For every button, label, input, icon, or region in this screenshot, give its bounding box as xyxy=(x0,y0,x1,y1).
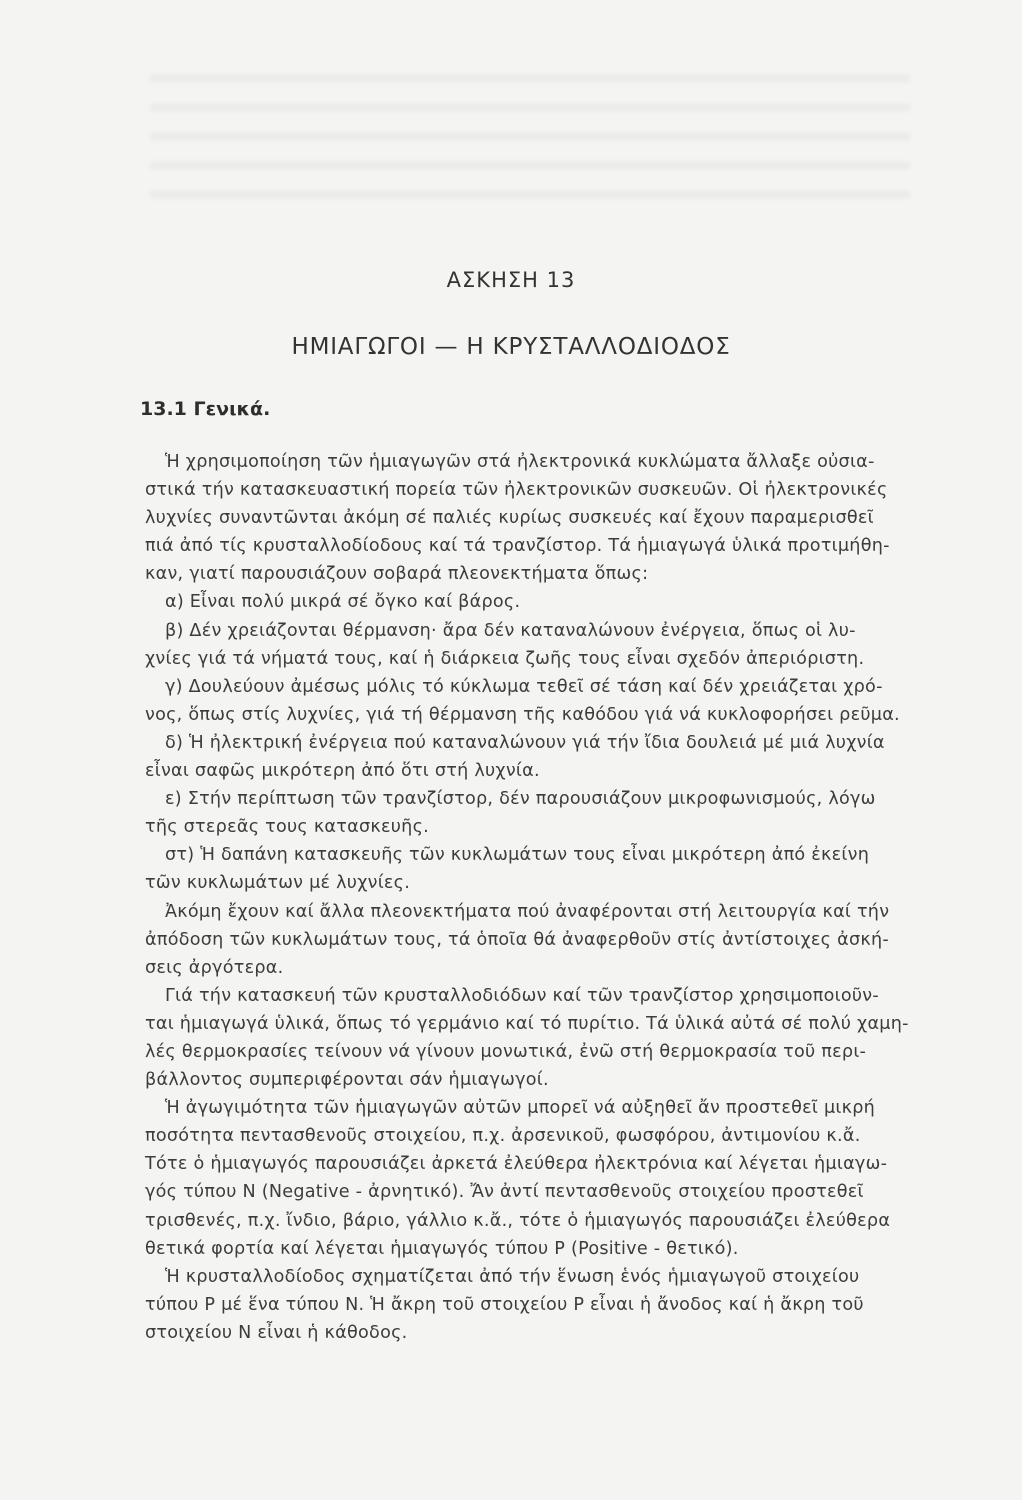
text-line: καν, γιατί παρουσιάζουν σοβαρά πλεονεκτήματα ὅπως: xyxy=(145,564,649,585)
text-line: ἀπόδοση τῶν κυκλωμάτων τους, τά ὁποῖα θά ἀναφερθοῦν στίς ἀντίστοιχες ἀσκή- xyxy=(145,929,889,950)
exercise-number: ΑΣΚΗΣΗ 13 xyxy=(446,268,576,292)
text-line: δ) Ἡ ἠλεκτρική ἐνέργεια πού καταναλώνουν γιά τήν ἴδια δουλειά μέ μιά λυχνία xyxy=(165,732,885,753)
text-line: Ἡ κρυσταλλοδίοδος σχηματίζεται ἀπό τήν ἕνωση ἑνός ἡμιαγωγοῦ στοιχείου xyxy=(165,1266,860,1287)
text-line: ται ἡμιαγωγά ὑλικά, ὅπως τό γερμάνιο καί τό πυρίτιο. Τά ὑλικά αὐτά σέ πολύ χαμη- xyxy=(145,1013,909,1034)
text-line: σεις ἀργότερα. xyxy=(145,957,284,978)
text-line: λυχνίες συναντῶνται ἀκόμη σέ παλιές κυρίως συσκευές καί ἔχουν παραμερισθεῖ xyxy=(145,508,874,529)
text-line: πιά ἀπό τίς κρυσταλλοδίοδους καί τά τρανζίστορ. Τά ἡμιαγωγά ὑλικά προτιμήθη- xyxy=(145,536,890,557)
text-line: χνίες γιά τά νήματά τους, καί ἡ διάρκεια ζωῆς τους εἶναι σχεδόν ἀπεριόριστη. xyxy=(145,648,865,669)
body-text xyxy=(145,448,990,1347)
text-line: τῶν κυκλωμάτων μέ λυχνίες. xyxy=(145,873,411,894)
text-line: στικά τήν κατασκευαστική πορεία τῶν ἠλεκτρονικῶν συσκευῶν. Οἱ ἠλεκτρονικές xyxy=(145,480,888,501)
text-line: στοιχείου N εἶναι ἡ κάθοδος. xyxy=(145,1322,408,1343)
text-line: Ἡ χρησιμοποίηση τῶν ἡμιαγωγῶν στά ἠλεκτρονικά κυκλώματα ἄλλαξε οὐσια- xyxy=(165,452,875,472)
section-heading: 13.1 Γενικά. xyxy=(140,398,271,420)
text-line: ποσότητα πεντασθενοῦς στοιχείου, π.χ. ἀρσενικοῦ, φωσφόρου, ἀντιμονίου κ.ἄ. xyxy=(145,1126,861,1147)
bleed-through-area xyxy=(150,60,910,210)
text-line: Ἀκόμη ἔχουν καί ἄλλα πλεονεκτήματα πού ἀναφέρονται στή λειτουργία καί τήν xyxy=(165,901,890,922)
text-line: εἶναι σαφῶς μικρότερη ἀπό ὅτι στή λυχνία. xyxy=(145,761,540,782)
text-line: τρισθενές, π.χ. ἴνδιο, βάριο, γάλλιο κ.ἄ., τότε ὁ ἡμιαγωγός παρουσιάζει ἐλεύθερα xyxy=(145,1210,891,1231)
text-line: στ) Ἡ δαπάνη κατασκευῆς τῶν κυκλωμάτων τους εἶναι μικρότερη ἀπό ἐκείνη xyxy=(165,845,870,866)
text-line: Τότε ὁ ἡμιαγωγός παρουσιάζει ἀρκετά ἐλεύθερα ἠλεκτρόνια καί λέγεται ἡμιαγω- xyxy=(145,1154,888,1175)
text-line: τῆς στερεᾶς τους κατασκευῆς. xyxy=(145,817,429,838)
text-line: α) Εἶναι πολύ μικρά σέ ὄγκο καί βάρος. xyxy=(165,592,521,613)
text-line: Γιά τήν κατασκευή τῶν κρυσταλλοδιόδων καί τῶν τρανζίστορ χρησιμοποιοῦν- xyxy=(165,985,879,1006)
text-line: νος, ὅπως στίς λυχνίες, γιά τή θέρμανση τῆς καθόδου γιά νά κυκλοφορήσει ρεῦμα. xyxy=(145,704,900,725)
text-line: γ) Δουλεύουν ἀμέσως μόλις τό κύκλωμα τεθεῖ σέ τάση καί δέν χρειάζεται χρό- xyxy=(165,676,883,697)
text-line: λές θερμοκρασίες τείνουν νά γίνουν μονωτικά, ἐνῶ στή θερμοκρασία τοῦ περι- xyxy=(145,1041,867,1062)
chapter-title: ΗΜΙΑΓΩΓΟΙ — Η ΚΡΥΣΤΑΛΛΟΔΙΟΔΟΣ xyxy=(291,334,731,360)
text-line: βάλλοντος συμπεριφέρονται σάν ἡμιαγωγοί. xyxy=(145,1070,549,1091)
text-line: ε) Στήν περίπτωση τῶν τρανζίστορ, δέν παρουσιάζουν μικροφωνισμούς, λόγω xyxy=(165,789,876,810)
text-line: β) Δέν χρειάζονται θέρμανση· ἄρα δέν καταναλώνουν ἐνέργεια, ὅπως οἱ λυ- xyxy=(165,620,856,641)
text-line: γός τύπου N (Negative - ἀρνητικό). Ἄν ἀντί πεντασθενοῦς στοιχείου προστεθεῖ xyxy=(145,1182,864,1203)
text-line: Ἡ ἀγωγιμότητα τῶν ἡμιαγωγῶν αὐτῶν μπορεῖ νά αὐξηθεῖ ἄν προστεθεῖ μικρή xyxy=(165,1098,876,1119)
text-line: τύπου P μέ ἕνα τύπου N. Ἡ ἄκρη τοῦ στοιχείου P εἶναι ἡ ἄνοδος καί ἡ ἄκρη τοῦ xyxy=(145,1294,864,1315)
text-line: θετικά φορτία καί λέγεται ἡμιαγωγός τύπου P (Positive - θετικό). xyxy=(145,1238,739,1259)
